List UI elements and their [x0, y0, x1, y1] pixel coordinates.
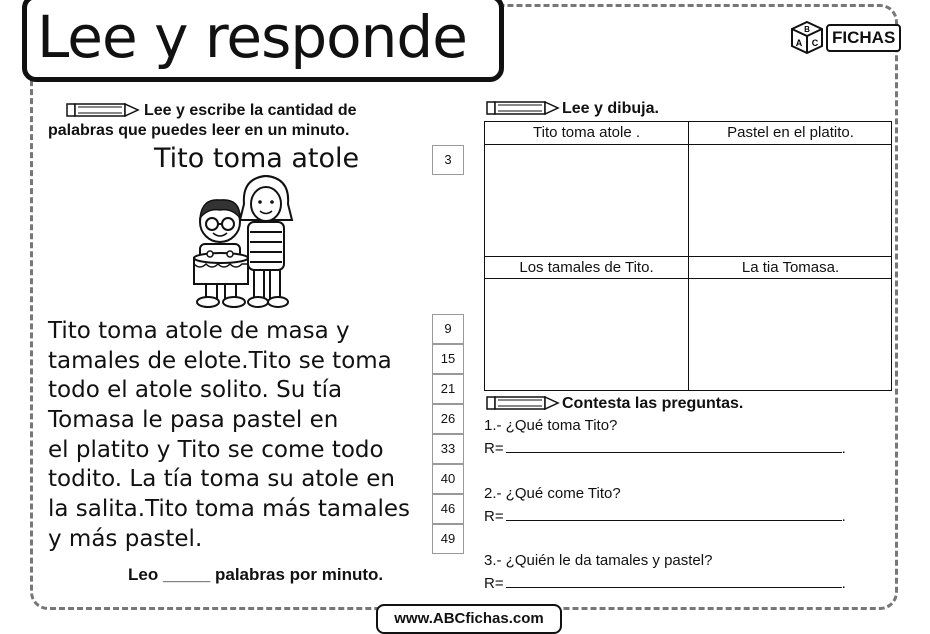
- answer-prefix: R=: [484, 508, 504, 525]
- leo-suffix: palabras por minuto.: [214, 565, 384, 584]
- word-count-box: 46: [432, 494, 464, 524]
- abc-cube-icon: [790, 20, 824, 54]
- leo-prefix: Leo: [128, 565, 159, 584]
- story-line: todito. La tía toma su atole en: [48, 466, 395, 492]
- title-box: [22, 0, 504, 82]
- draw-cell-label: Pastel en el platito.: [727, 124, 854, 141]
- story-line: el platito y Tito se come todo: [48, 437, 384, 463]
- answer-end: .: [841, 508, 846, 525]
- logo-text: FICHAS: [826, 24, 901, 52]
- story-line: y más pastel.: [48, 526, 203, 552]
- questions-instruction: Contesta las preguntas.: [562, 395, 744, 412]
- story-line: Tito toma atole de masa y: [48, 318, 350, 344]
- kids-illustration: [180, 174, 310, 312]
- draw-cell-label: Los tamales de Tito.: [519, 259, 654, 276]
- draw-cell-label: Tito toma atole .: [533, 124, 640, 141]
- question-3: 3.- ¿Quién le da tamales y pastel?: [484, 552, 713, 569]
- words-per-minute-line: [128, 564, 383, 586]
- answer-prefix: R=: [484, 440, 504, 457]
- reading-instruction-line1: Lee y escribe la cantidad de: [144, 102, 357, 119]
- word-count-box: 49: [432, 524, 464, 554]
- logo-letter-a: A: [795, 38, 803, 48]
- drawing-grid: [484, 121, 892, 391]
- word-count-box: 15: [432, 344, 464, 374]
- logo-letter-b: B: [804, 25, 810, 34]
- story-line: todo el atole solito. Su tía: [48, 377, 343, 403]
- story-line: la salita.Tito toma más tamales: [48, 496, 411, 522]
- page-title: Lee y responde: [37, 3, 467, 71]
- footer-url[interactable]: www.ABCfichas.com: [376, 604, 562, 634]
- answer-prefix: R=: [484, 575, 504, 592]
- answer-rule[interactable]: [506, 508, 842, 521]
- word-count-box: 33: [432, 434, 464, 464]
- word-count-box: 26: [432, 404, 464, 434]
- logo-letter-c: C: [811, 38, 819, 48]
- draw-instruction: Lee y dibuja.: [562, 100, 659, 117]
- story-line: tamales de elote.Tito se toma: [48, 348, 392, 374]
- draw-cell-label: La tia Tomasa.: [741, 259, 840, 276]
- word-count-box: 9: [432, 314, 464, 344]
- pencil-icon: [66, 103, 142, 117]
- question-1: 1.- ¿Qué toma Tito?: [484, 417, 618, 434]
- story-title: Tito toma atole: [154, 143, 360, 174]
- reading-instruction-line2: palabras que puedes leer en un minuto.: [48, 122, 350, 139]
- answer-line-1[interactable]: [484, 440, 846, 458]
- pencil-icon: [486, 396, 562, 410]
- story-line: Tomasa le pasa pastel en: [48, 407, 339, 433]
- abcfichas-logo: [790, 20, 896, 54]
- answer-line-3[interactable]: [484, 575, 846, 593]
- answer-rule[interactable]: [506, 575, 842, 588]
- answer-end: .: [841, 440, 846, 457]
- answer-end: .: [841, 575, 846, 592]
- grid-divider: [485, 144, 891, 145]
- words-per-minute-blank[interactable]: _____: [162, 565, 211, 584]
- answer-line-2[interactable]: [484, 508, 846, 526]
- pencil-icon: [486, 101, 562, 115]
- word-count-box: 21: [432, 374, 464, 404]
- title-word-count: 3: [432, 145, 464, 175]
- question-2: 2.- ¿Qué come Tito?: [484, 485, 621, 502]
- answer-rule[interactable]: [506, 440, 842, 453]
- word-count-box: 40: [432, 464, 464, 494]
